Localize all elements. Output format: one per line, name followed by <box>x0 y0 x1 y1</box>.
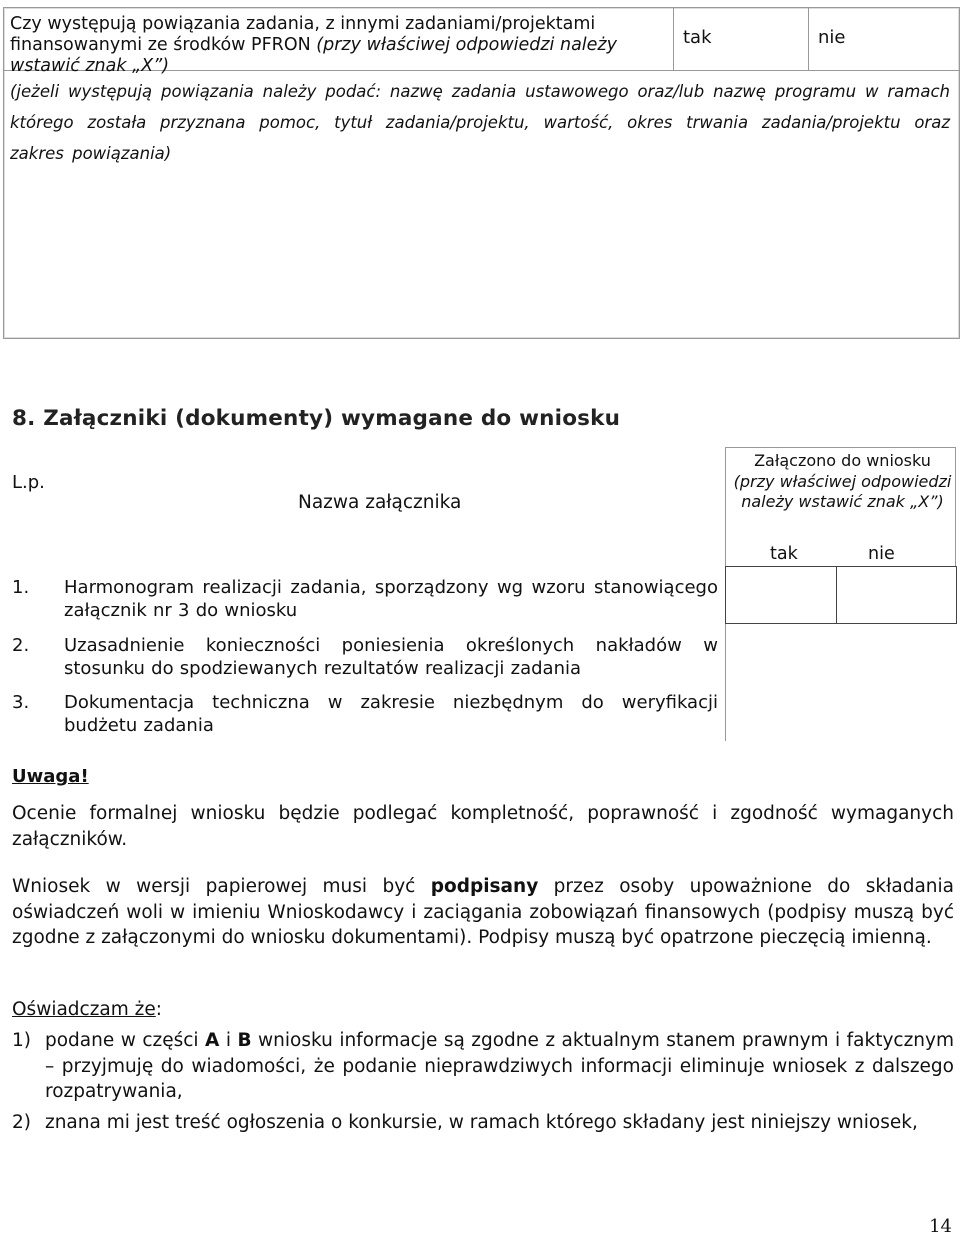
col-lp-header: L.p. <box>12 472 45 493</box>
page-number: 14 <box>929 1216 952 1237</box>
col-attached-header: Załączono do wniosku (przy właściwej odpowiedzi należy wstawić znak „X”) <box>733 451 952 511</box>
links-question: Czy występują powiązania zadania, z innymi zadaniami/projektami finansowanymi ze środków PFRON (przy właściwej odpowiedzi należy wstawić znak „X”) <box>10 14 617 76</box>
attachment-row-1: 1. Harmonogram realizacji zadania, sporządzony wg wzoru stanowiącego załącznik nr 3 do wniosku <box>12 577 718 621</box>
links-nie-label: nie <box>818 27 846 48</box>
note-paragraph-2: Wniosek w wersji papierowej musi być podpisany przez osoby upoważnione do składania oświadczeń woli w imieniu Wnioskodawcy i zaciągania zobowiązań finansowych (podpisy muszą być zgodne z załączonymi do wniosku dokumentami). Podpisy muszą być opatrzone pieczęcią imienną. <box>12 876 954 948</box>
links-question-hint: (przy właściwej odpowiedzi należy wstawić znak „X”) <box>10 35 617 76</box>
section-title: 8. Załączniki (dokumenty) wymagane do wniosku <box>12 406 621 431</box>
declaration-item-1: 1) podane w części A i B wniosku informacje są zgodne z aktualnym stanem prawnym i faktycznym – przyjmuję do wiadomości, że podanie nieprawdziwych informacji eliminuje wniosek z dalszego rozpatrywania, <box>12 1030 954 1102</box>
links-table-vline-2 <box>808 8 809 70</box>
declaration-item-2: 2) znana mi jest treść ogłoszenia o konkursie, w ramach którego składany jest niniejszy wniosek, <box>12 1112 918 1133</box>
attachments-vline-right <box>955 447 956 567</box>
links-table-vline-1 <box>673 8 674 70</box>
attachments-top-line <box>725 447 956 448</box>
attached-nie-label: nie <box>868 544 895 564</box>
attachment-row-2: 2. Uzasadnienie konieczności poniesienia określonych nakładów w stosunku do spodziewanych rezultatów realizacji zadania <box>12 635 718 679</box>
col-name-header: Nazwa załącznika <box>298 492 462 513</box>
row-1-nie-checkbox[interactable] <box>836 566 957 624</box>
attachment-row-3: 3. Dokumentacja techniczna w zakresie niezbędnym do weryfikacji budżetu zadania <box>12 692 718 736</box>
declaration-heading: Oświadczam że: <box>12 999 162 1020</box>
signed-emphasis: podpisany <box>430 876 539 897</box>
links-description-field[interactable]: (jeżeli występują powiązania należy podać: nazwę zadania ustawowego oraz/lub nazwę programu w ramach którego została przyznana pomoc, tytuł zadania/projektu, wartość, okres trwania zadania/projektu oraz zakres powiązania) <box>10 82 950 163</box>
attached-tak-label: tak <box>770 544 798 564</box>
row-1-tak-checkbox[interactable] <box>725 566 838 624</box>
warning-label: Uwaga! <box>12 766 89 787</box>
note-paragraph-1: Ocenie formalnej wniosku będzie podlegać kompletność, poprawność i zgodność wymaganych załączników. <box>12 803 954 850</box>
links-tak-label: tak <box>683 27 712 48</box>
